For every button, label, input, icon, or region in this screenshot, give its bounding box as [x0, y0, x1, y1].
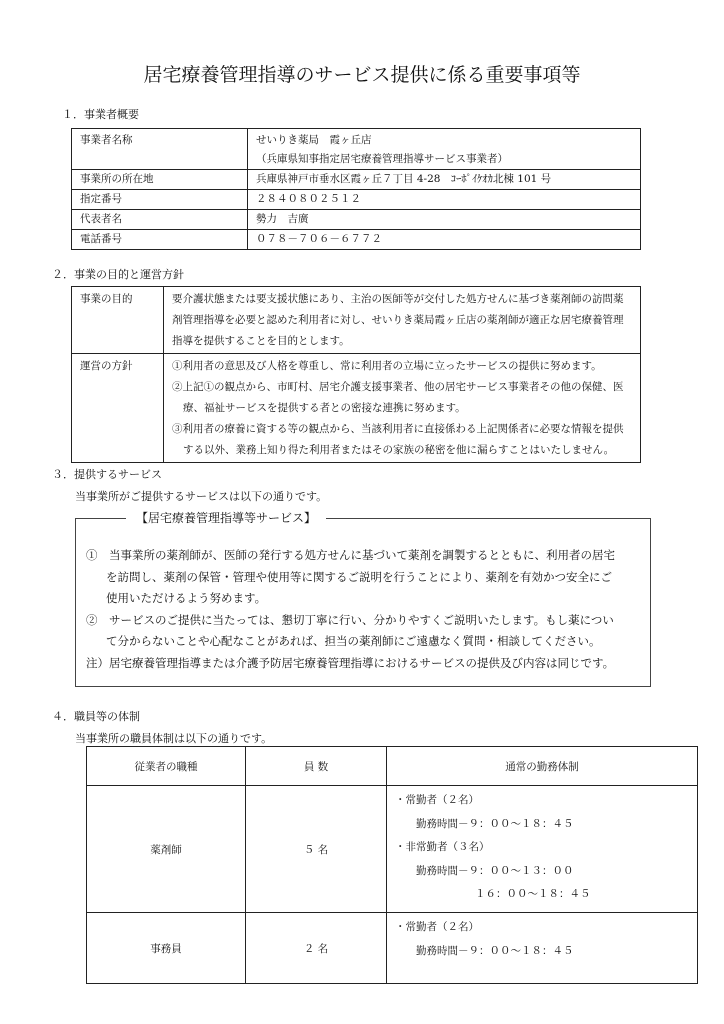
header-schedule: 通常の勤務体制: [387, 747, 698, 786]
purpose-text: 要介護状態または要支援状態にあり、主治の医師等が交付した処方せんに基づき薬剤師の訪問薬 剤管理指導を必要と認めた利用者に対し、せいりき薬局霞ヶ丘店の薬剤師が適正な居宅療養管理 指導を提供することを目的とします。: [164, 287, 641, 354]
value-phone: ０７８－７０６－６７７２: [248, 230, 641, 250]
header-count: 員 数: [246, 747, 387, 786]
table-header-row: [87, 747, 698, 786]
value-representative: 勢力 吉廣: [248, 210, 641, 230]
page-bottom-margin: [0, 993, 724, 1024]
service-box-body: ① 当事業所の薬剤師が、医師の発行する処方せんに基づいて薬剤を調製するとともに、利用者の居宅 を訪問し、薬剤の保管・管理や使用等に関するご説明を行うことにより、薬剤を有効かつ安全にご 使用いただけるよう努めます。 ② サービスのご提供に当たっては、懇切丁寧に行い、分かりやすくご説明いたします。もし薬につい て分からないことや心配なことがあれば、担当の薬剤師にご遠慮なく質問・相談してください。 注）居宅療養管理指導または介護予防居宅療養管理指導におけるサービスの提供及び内容は同じです。: [86, 548, 615, 670]
section-4-heading: ４．職員等の体制: [52, 710, 140, 723]
label-address: 事業所の所在地: [72, 170, 248, 190]
count-pharmacist: ５ 名: [246, 786, 387, 913]
table-row: [72, 230, 641, 250]
service-box-title: 【居宅療養管理指導等サービス】: [126, 509, 326, 526]
table-row: [87, 786, 698, 913]
service-box: [75, 511, 651, 687]
section-1-heading: １．事業者概要: [62, 108, 139, 121]
header-role: 従業者の職種: [87, 747, 246, 786]
section-4-intro: 当事業所の職員体制は以下の通りです。: [75, 732, 273, 745]
table-row: [72, 354, 641, 463]
table-row: [72, 190, 641, 210]
label-name: 事業者名称: [72, 129, 248, 170]
table-row: [72, 129, 641, 170]
label-designation-number: 指定番号: [72, 190, 248, 210]
table-row: [72, 170, 641, 190]
label-phone: 電話番号: [72, 230, 248, 250]
staff-table: [86, 746, 698, 984]
value-address: 兵庫県神戸市垂水区霞ヶ丘７丁目 4-28 ｺｰﾎﾟｲｹｵｶ北棟 101 号: [248, 170, 641, 190]
schedule-pharmacist: ・常勤者（２名） 勤務時間－９：００～１８：４５ ・非常勤者（３名） 勤務時間－９：００～１３：００ １６：００～１８：４５: [387, 786, 698, 913]
schedule-clerk: ・常勤者（２名） 勤務時間－９：００～１８：４５: [387, 913, 698, 984]
count-clerk: ２ 名: [246, 913, 387, 984]
role-pharmacist: 薬剤師: [87, 786, 246, 913]
table-row: [72, 287, 641, 354]
purpose-label: 事業の目的: [72, 287, 164, 354]
policy-label: 運営の方針: [72, 354, 164, 463]
role-clerk: 事務員: [87, 913, 246, 984]
table-row: [87, 913, 698, 984]
business-overview-table: [71, 128, 641, 250]
page-title: 居宅療養管理指導のサービス提供に係る重要事項等: [143, 64, 581, 86]
label-representative: 代表者名: [72, 210, 248, 230]
value-name: せいりき薬局 霞ヶ丘店 （兵庫県知事指定居宅療養管理指導サービス事業者）: [248, 129, 641, 170]
policy-text: ①利用者の意思及び人格を尊重し、常に利用者の立場に立ったサービスの提供に努めます。 ②上記①の観点から、市町村、居宅介護支援事業者、他の居宅サービス事業者その他の保健、医 療、福祉サービスを提供する者との密接な連携に努めます。 ③利用者の療養に資する等の観点から、当該利用者に直接係わる上記関係者に必要な情報を提供 する以外、業務上知り得た利用者またはその家族の秘密を他に漏らすことはいたしません。: [164, 354, 641, 463]
section-3-intro: 当事業所がご提供するサービスは以下の通りです。: [75, 490, 328, 503]
value-designation-number: ２８４０８０２５１２: [248, 190, 641, 210]
section-2-heading: ２．事業の目的と運営方針: [52, 268, 184, 281]
purpose-policy-table: [71, 286, 641, 463]
table-row: [72, 210, 641, 230]
section-3-heading: ３．提供するサービス: [52, 468, 162, 481]
